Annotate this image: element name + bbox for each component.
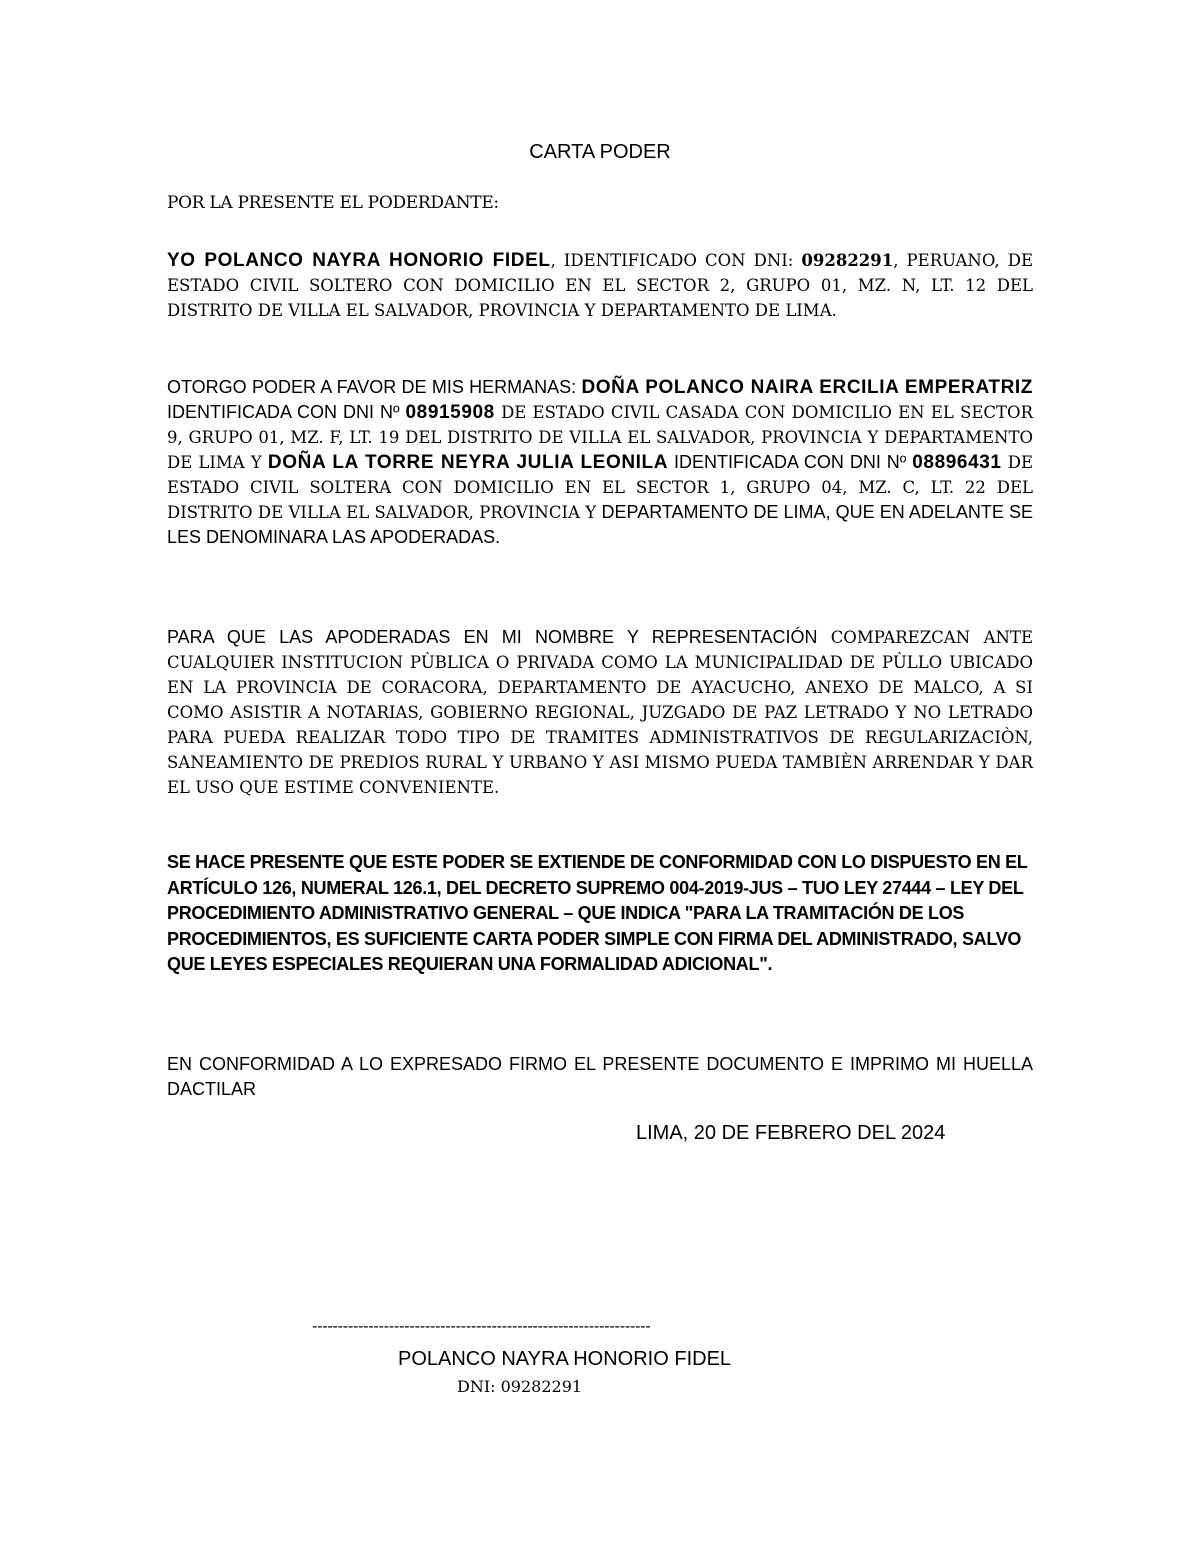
attorney-2-name: DOÑA LA TORRE NEYRA JULIA LEONILA bbox=[267, 452, 669, 473]
attorney-1-details: DE ESTADO CIVIL CASADA CON DOMICILIO EN EL SECTOR 9, GRUPO 01, MZ. F, LT. 19 DEL DISTRITO DE VILLA EL SALVADOR, PROVINCIA Y DEPARTAMENTO DE LIMA Y bbox=[167, 403, 1033, 472]
grantor-name: YO POLANCO NAYRA HONORIO FIDEL bbox=[167, 250, 551, 271]
signature-line: ------------------------------------------------------------------ bbox=[312, 1318, 651, 1335]
attorney-2-dni: 08896431 bbox=[912, 452, 1002, 473]
document-date: LIMA, 20 DE FEBRERO DEL 2024 bbox=[636, 1122, 946, 1144]
attorney-1-id-text: IDENTIFICADA CON DNI Nº bbox=[167, 402, 406, 422]
attorney-2-details: DE ESTADO CIVIL SOLTERA CON DOMICILIO EN EL SECTOR 1, GRUPO 04, MZ. C, LT. 22 DEL DISTRITO DE VILLA EL SALVADOR, PROVINCIA Y bbox=[167, 453, 1034, 522]
attorney-2-id-text: IDENTIFICADA CON DNI Nº bbox=[668, 452, 913, 472]
paragraph-powers bbox=[167, 625, 1033, 800]
grantor-dni: 09282291 bbox=[801, 251, 894, 270]
attorneys-closing: DEPARTAMENTO DE LIMA, QUE EN ADELANTE SE LES DENOMINARA LAS APODERADAS. bbox=[167, 502, 1033, 547]
paragraph-legal-basis: SE HACE PRESENTE QUE ESTE PODER SE EXTIENDE DE CONFORMIDAD CON LO DISPUESTO EN EL ARTÍCULO 126, NUMERAL 126.1, DEL DECRETO SUPREMO 004-2019-JUS – TUO LEY 27444 – LEY DEL PROCEDIMIENTO ADMINISTRATIVO GENERAL – QUE INDICA "PARA LA TRAMITACIÓN DE LOS PROCEDIMIENTOS, ES SUFICIENTE CARTA PODER SIMPLE CON FIRMA DEL ADMINISTRADO, SALVO QUE LEYES ESPECIALES REQUIERAN UNA FORMALIDAD ADICIONAL". bbox=[167, 852, 1028, 974]
grantor-details: , PERUANO, DE ESTADO CIVIL SOLTERO CON DOMICILIO EN EL SECTOR 2, GRUPO 01, MZ. N, LT. 12 DEL DISTRITO DE VILLA EL SALVADOR, PROVINCIA Y DEPARTAMENTO DE LIMA. bbox=[167, 251, 1034, 320]
grantor-id-text: , IDENTIFICADO CON DNI: bbox=[550, 251, 802, 270]
attorneys-lead: OTORGO PODER A FAVOR DE MIS HERMANAS: bbox=[167, 377, 582, 397]
paragraph-conformity: EN CONFORMIDAD A LO EXPRESADO FIRMO EL PRESENTE DOCUMENTO E IMPRIMO MI HUELLA DACTILAR bbox=[167, 1054, 1033, 1099]
paragraph-grantor bbox=[167, 248, 1033, 323]
powers-lead: PARA QUE LAS APODERADAS EN MI NOMBRE Y REPRESENTACIÓN bbox=[167, 627, 831, 647]
powers-body: COMPAREZCAN ANTE CUALQUIER INSTITUCION PÙBLICA O PRIVADA COMO LA MUNICIPALIDAD DE PÙLLO UBICADO EN LA PROVINCIA DE CORACORA, DEPARTAMENTO DE AYACUCHO, ANEXO DE MALCO, A SI COMO ASISTIR A NOTARIAS, GOBIERNO REGIONAL, JUZGADO DE PAZ LETRADO Y NO LETRADO PARA PUEDA REALIZAR TODO TIPO DE TRAMITES ADMINISTRATIVOS DE REGULARIZACIÒN, SANEAMIENTO DE PREDIOS RURAL Y URBANO Y ASI MISMO PUEDA TAMBIÈN ARRENDAR Y DAR EL USO QUE ESTIME CONVENIENTE. bbox=[167, 628, 1034, 797]
intro-line: POR LA PRESENTE EL PODERDANTE: bbox=[167, 193, 499, 213]
paragraph-attorneys bbox=[167, 375, 1033, 550]
attorney-1-name: DOÑA POLANCO NAIRA ERCILIA EMPERATRIZ bbox=[581, 377, 1033, 398]
signature-name: POLANCO NAYRA HONORIO FIDEL bbox=[398, 1348, 732, 1370]
document-title: CARTA PODER bbox=[529, 141, 671, 163]
attorney-1-dni: 08915908 bbox=[405, 402, 495, 423]
signature-dni: DNI: 09282291 bbox=[457, 1377, 583, 1396]
